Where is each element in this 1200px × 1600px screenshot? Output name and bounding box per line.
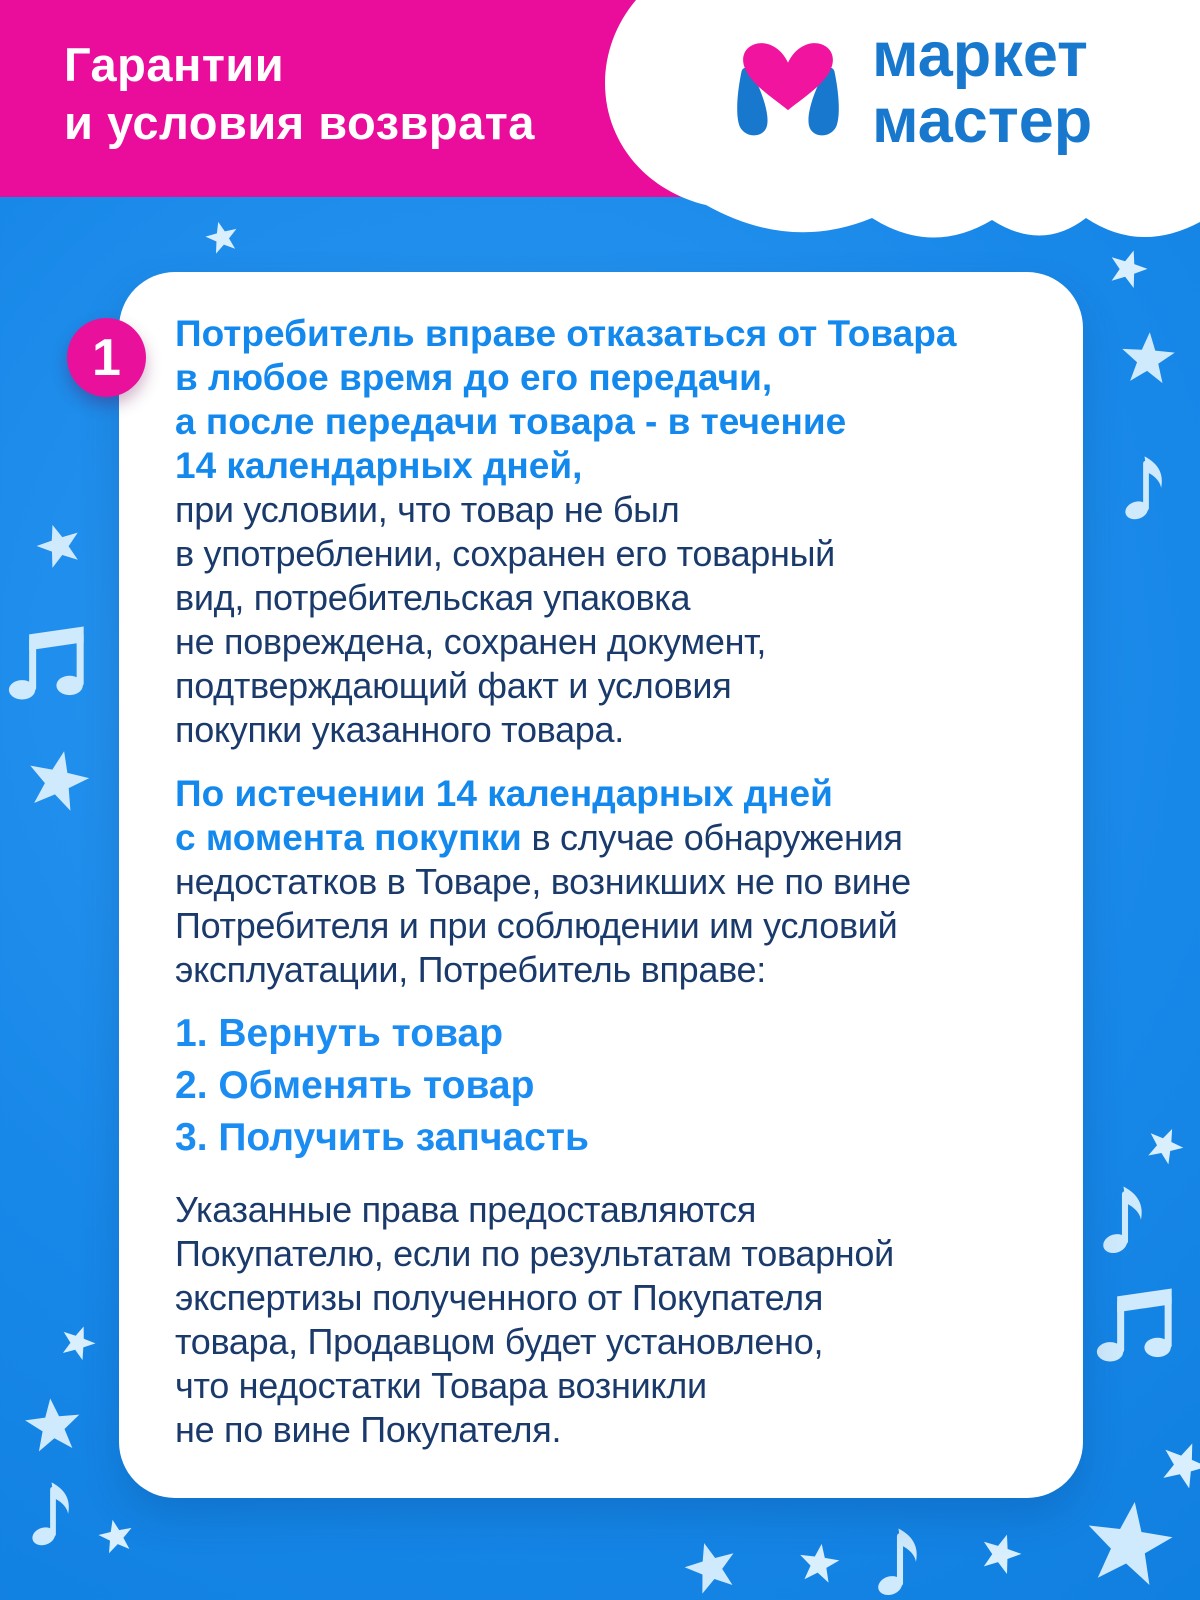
text-line: недостатков в Товаре, возникших не по вине bbox=[175, 861, 911, 902]
double-music-note-icon bbox=[8, 612, 96, 706]
text-line: Указанные права предоставляются bbox=[175, 1189, 757, 1230]
star-icon bbox=[55, 1319, 101, 1365]
page-title-line2: и условия возврата bbox=[64, 96, 535, 149]
text-line: не по вине Покупателя. bbox=[175, 1409, 562, 1450]
star-icon bbox=[95, 1515, 138, 1558]
text-line bbox=[175, 816, 1043, 860]
star-icon bbox=[201, 216, 242, 257]
star-icon bbox=[1140, 1120, 1190, 1170]
text-line: По истечении 14 календарных дней bbox=[175, 773, 833, 814]
brand-name-line1: маркет bbox=[872, 20, 1088, 90]
music-note-icon bbox=[872, 1524, 928, 1600]
step-number-badge bbox=[67, 318, 146, 397]
text-line: Потребитель вправе отказаться от Товара bbox=[175, 313, 957, 354]
text-line: Потребителя и при соблюдении им условий bbox=[175, 905, 898, 946]
star-icon bbox=[975, 1527, 1028, 1580]
text-line: вид, потребительская упаковка bbox=[175, 577, 691, 618]
brand-name-line2: мастер bbox=[872, 86, 1093, 156]
star-icon bbox=[1078, 1492, 1180, 1594]
music-note-icon bbox=[26, 1478, 80, 1550]
list-item: 2. Обменять товар bbox=[175, 1064, 535, 1107]
music-note-icon bbox=[1098, 1182, 1152, 1258]
page-title-line1: Гарантии bbox=[64, 38, 285, 91]
text-line: Покупателю, если по результатам товарной bbox=[175, 1233, 894, 1274]
list-item: 3. Получить запчасть bbox=[175, 1116, 589, 1159]
star-icon bbox=[21, 1393, 85, 1457]
star-icon bbox=[1118, 328, 1178, 388]
paragraph-1-highlight bbox=[175, 312, 1043, 488]
text-line: товара, Продавцом будет установлено, bbox=[175, 1321, 824, 1362]
paragraph-3 bbox=[175, 1188, 1043, 1452]
star-icon bbox=[30, 516, 88, 574]
text-line: покупки указанного товара. bbox=[175, 709, 624, 750]
text-line: эксплуатации, Потребитель вправе: bbox=[175, 949, 766, 990]
body-fragment: в случае обнаружения bbox=[521, 817, 903, 858]
music-note-icon bbox=[1118, 452, 1174, 524]
text-line: не повреждена, сохранен документ, bbox=[175, 621, 767, 662]
brand-logo-text bbox=[872, 22, 1092, 154]
star-icon bbox=[678, 1534, 745, 1600]
text-line: подтверждающий факт и условия bbox=[175, 665, 732, 706]
rights-list bbox=[175, 1008, 1043, 1164]
text-line: что недостатки Товара возникли bbox=[175, 1365, 707, 1406]
heart-m-logo-icon bbox=[730, 36, 846, 142]
star-icon bbox=[795, 1539, 842, 1586]
step-number: 1 bbox=[92, 328, 121, 387]
list-item: 1. Вернуть товар bbox=[175, 1012, 504, 1055]
paragraph-1-body bbox=[175, 488, 1043, 752]
paragraph-2 bbox=[175, 772, 1043, 992]
highlight-fragment: с момента покупки bbox=[175, 817, 522, 858]
star-icon bbox=[1153, 1433, 1200, 1495]
text-line: при условии, что товар не был bbox=[175, 489, 680, 530]
text-line: в употреблении, сохранен его товарный bbox=[175, 533, 835, 574]
double-music-note-icon bbox=[1096, 1276, 1184, 1366]
page-title bbox=[64, 36, 535, 152]
text-line: 14 календарных дней, bbox=[175, 445, 583, 486]
content-card bbox=[119, 272, 1083, 1498]
text-line: экспертизы полученного от Покупателя bbox=[175, 1277, 824, 1318]
text-line: а после передачи товара - в течение bbox=[175, 401, 847, 442]
text-line: в любое время до его передачи, bbox=[175, 357, 773, 398]
star-icon bbox=[20, 742, 96, 818]
